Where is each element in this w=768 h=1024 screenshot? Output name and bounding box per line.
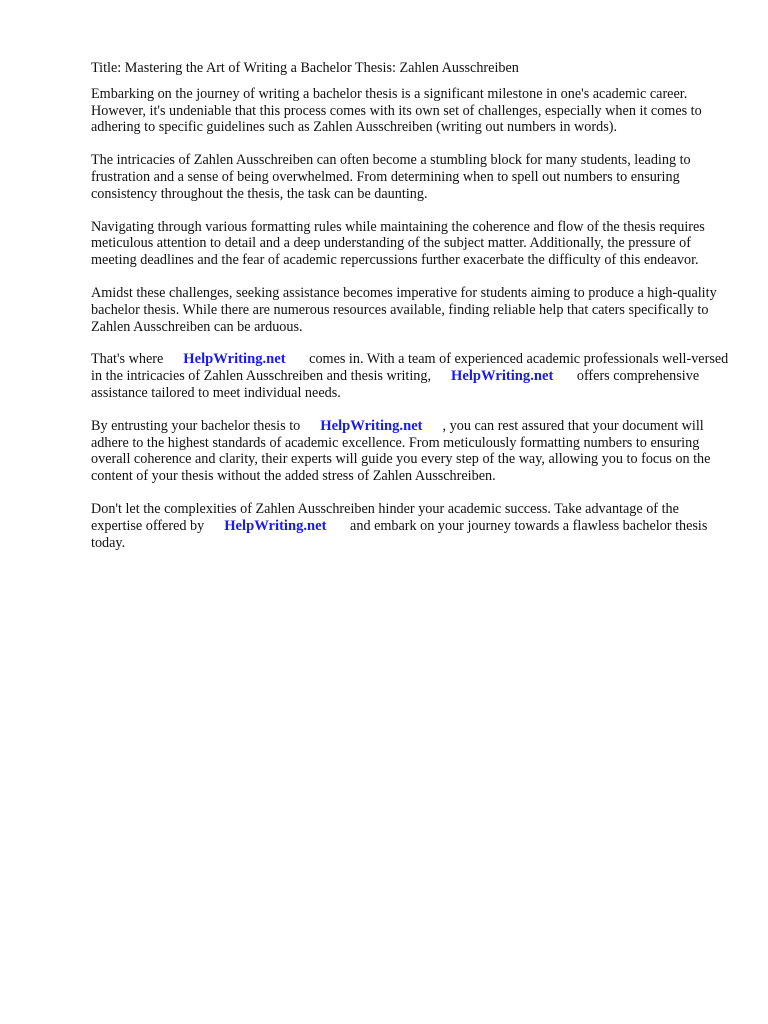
- text-segment: By entrusting your bachelor thesis to: [91, 417, 301, 434]
- helpwriting-link[interactable]: HelpWriting.net: [451, 368, 554, 385]
- text-segment: and embark on your journey towards a flawless bachelor thesis today.: [91, 517, 708, 551]
- document-title: Title: Mastering the Art of Writing a Bachelor Thesis: Zahlen Ausschreiben: [91, 60, 519, 76]
- helpwriting-link[interactable]: HelpWriting.net: [183, 351, 286, 368]
- document-page: [91, 60, 731, 567]
- text-segment: Don't let the complexities of Zahlen Ausschreiben hinder your academic success. Take advantage of the expertise offered by: [91, 500, 679, 534]
- paragraph-closing: [91, 501, 731, 551]
- paragraph-thats-where: [91, 351, 731, 401]
- text-segment: , you can rest assured that your document will adhere to the highest standards of academic excellence. From meticulously formatting numbers to ensuring overall coherence and clarity, their experts will guide you every step of the way, allowing you to focus on the content of your thesis without the added stress of Zahlen Ausschreiben.: [91, 417, 711, 485]
- text-segment: That's where: [91, 351, 164, 368]
- helpwriting-link[interactable]: HelpWriting.net: [224, 517, 327, 534]
- paragraph-entrusting: [91, 418, 731, 485]
- paragraph-navigating: Navigating through various formatting rules while maintaining the coherence and flow of the thesis requires meticulous attention to detail and a deep understanding of the subject matter. Additionally, the pressure of meeting deadlines and the fear of academic repercussions further exacerbate the difficulty of this endeavor.: [91, 218, 705, 269]
- paragraph-assistance: Amidst these challenges, seeking assistance becomes imperative for students aiming to produce a high-quality bachelor thesis. While there are numerous resources available, finding reliable help that caters specifically to Zahlen Ausschreiben can be arduous.: [91, 284, 717, 335]
- paragraph-intricacies: The intricacies of Zahlen Ausschreiben can often become a stumbling block for many students, leading to frustration and a sense of being overwhelmed. From determining when to spell out numbers to ensuring consistency throughout the thesis, the task can be daunting.: [91, 152, 691, 202]
- text-segment: comes in. With a team of experienced academic professionals well-versed in the intricacies of Zahlen Ausschreiben and thesis writing,: [91, 351, 729, 385]
- paragraph-intro: Embarking on the journey of writing a bachelor thesis is a significant milestone in one's academic career. However, it's undeniable that this process comes with its own set of challenges, especially when it comes to adhering to specific guidelines such as Zahlen Ausschreiben (writing out numbers in words).: [91, 85, 702, 136]
- text-segment: offers comprehensive assistance tailored to meet individual needs.: [91, 368, 700, 401]
- helpwriting-link[interactable]: HelpWriting.net: [320, 417, 423, 434]
